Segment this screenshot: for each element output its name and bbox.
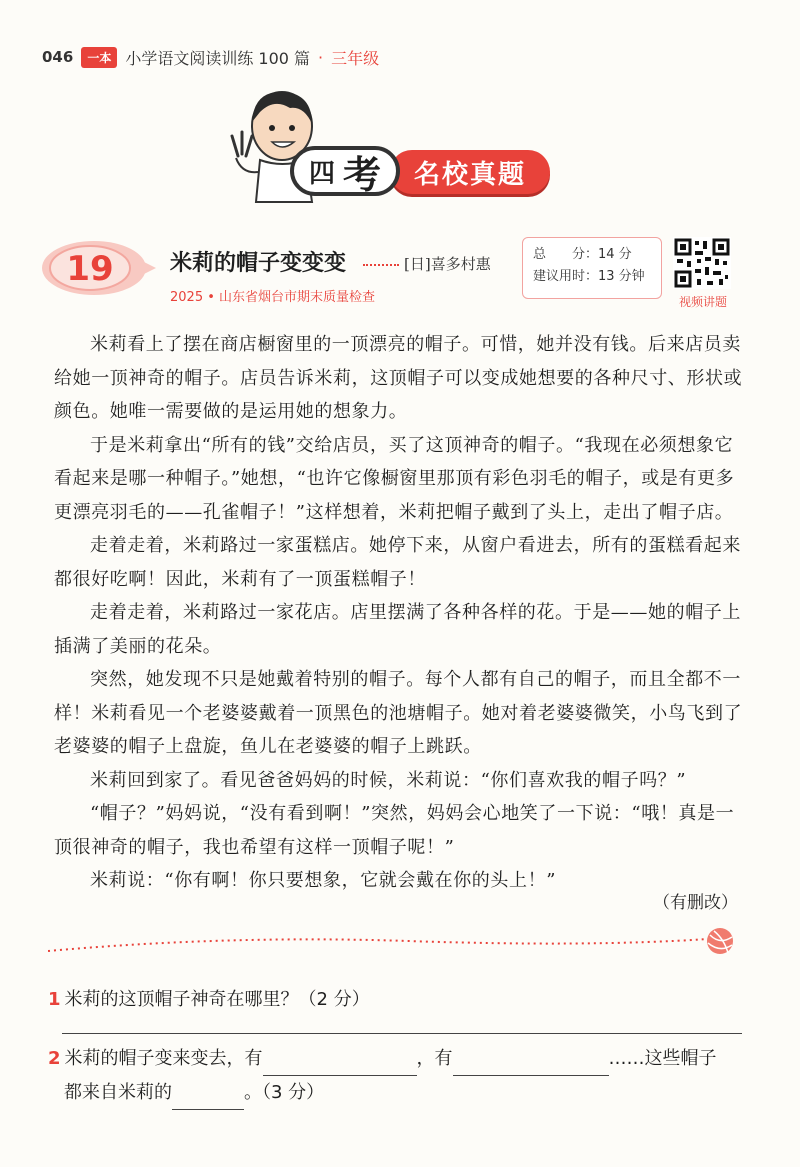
passage-paragraph: 米莉看上了摆在商店橱窗里的一顶漂亮的帽子。可惜，她并没有钱。后来店员卖给她一顶神奇的帽子。店员告诉米莉，这顶帽子可以变成她想要的各种尺寸、形状或颜色。她唯一需要做的是运用她的想象力。 (54, 334, 743, 422)
question-text-part: 米莉的帽子变来变去，有 (64, 1048, 263, 1069)
page-number: 046 (42, 48, 74, 66)
passage-paragraph: 走着走着，米莉路过一家花店。店里摆满了各种各样的花。于是——她的帽子上插满了美丽的花朵。 (54, 602, 741, 657)
question-number: 1 (48, 989, 61, 1010)
question-text-part: 。（3 分） (244, 1082, 325, 1103)
question-text: 米莉的这顶帽子神奇在哪里？（2 分） (64, 989, 370, 1010)
banner-oval (290, 146, 400, 196)
passage-paragraph: “帽子？”妈妈说，“没有看到啊！”突然，妈妈会心地笑了一下说：“哦！真是一顶很神奇的帽子，我也希望有这样一顶帽子呢！” (54, 803, 735, 858)
wavy-divider (48, 925, 748, 965)
suggested-time: 建议用时：13 分钟 (533, 269, 645, 284)
question-text-part: 都来自米莉的 (64, 1082, 172, 1103)
lesson-author: [日]喜多村惠 (404, 255, 491, 273)
fill-blank[interactable] (453, 1054, 609, 1076)
grade-separator: · (318, 47, 324, 67)
question-text-part: ，有 (416, 1048, 453, 1069)
book-title: 小学语文阅读训练 100 篇 (125, 48, 311, 68)
lesson-number-badge (40, 238, 158, 298)
question-text-part: ……这些帽子 (608, 1048, 717, 1069)
total-score: 总 分：14 分 (533, 247, 632, 262)
answer-line[interactable] (62, 1033, 742, 1034)
title-dotted-separator (363, 264, 399, 266)
score-info-box (522, 237, 662, 299)
banner-label: 名校真题 (390, 150, 550, 194)
question-2 (48, 1042, 748, 1110)
brand-logo: 一本 (81, 47, 117, 68)
question-number: 2 (48, 1048, 61, 1069)
passage-paragraph: 米莉回到家了。看见爸爸妈妈的时候，米莉说：“你们喜欢我的帽子吗？” (90, 769, 687, 791)
lesson-source: 2025 • 山东省烟台市期末质量检查 (170, 290, 376, 305)
page-header (42, 42, 379, 72)
abridged-note: （有删改） (653, 893, 738, 913)
reading-passage (54, 328, 744, 898)
qr-video-label: 视频讲题 (678, 295, 727, 309)
qr-code-icon[interactable] (673, 237, 731, 289)
fill-blank[interactable] (172, 1088, 244, 1110)
question-1 (48, 983, 370, 1017)
passage-paragraph: 米莉说：“你有啊！你只要想象，它就会戴在你的头上！” (90, 870, 557, 891)
section-banner (290, 140, 560, 202)
grade-label: 三年级 (331, 48, 380, 68)
banner-kao: 考 (343, 152, 382, 197)
fill-blank[interactable] (263, 1054, 417, 1076)
lesson-title: 米莉的帽子变变变 (170, 251, 347, 276)
lesson-number-text: 19 (66, 249, 114, 289)
banner-number: 四 (308, 158, 335, 189)
passage-paragraph: 走着走着，米莉路过一家蛋糕店。她停下来，从窗户看进去，所有的蛋糕看起来都很好吃啊！因此，米莉有了一顶蛋糕帽子！ (54, 535, 741, 590)
passage-paragraph: 于是米莉拿出“所有的钱”交给店员，买了这顶神奇的帽子。“我现在必须想象它看起来是哪一种帽子。”她想，“也许它像橱窗里那顶有彩色羽毛的帽子，或是有更多更漂亮羽毛的——孔雀帽子！”这样想着，米莉把帽子戴到了头上，走出了帽子店。 (54, 434, 735, 523)
passage-paragraph: 突然，她发现不只是她戴着特别的帽子。每个人都有自己的帽子，而且全都不一样！米莉看见一个老婆婆戴着一顶黑色的池塘帽子。她对着老婆婆微笑，小鸟飞到了老婆婆的帽子上盘旋，鱼儿在老婆婆的帽子上跳跃。 (54, 669, 743, 757)
